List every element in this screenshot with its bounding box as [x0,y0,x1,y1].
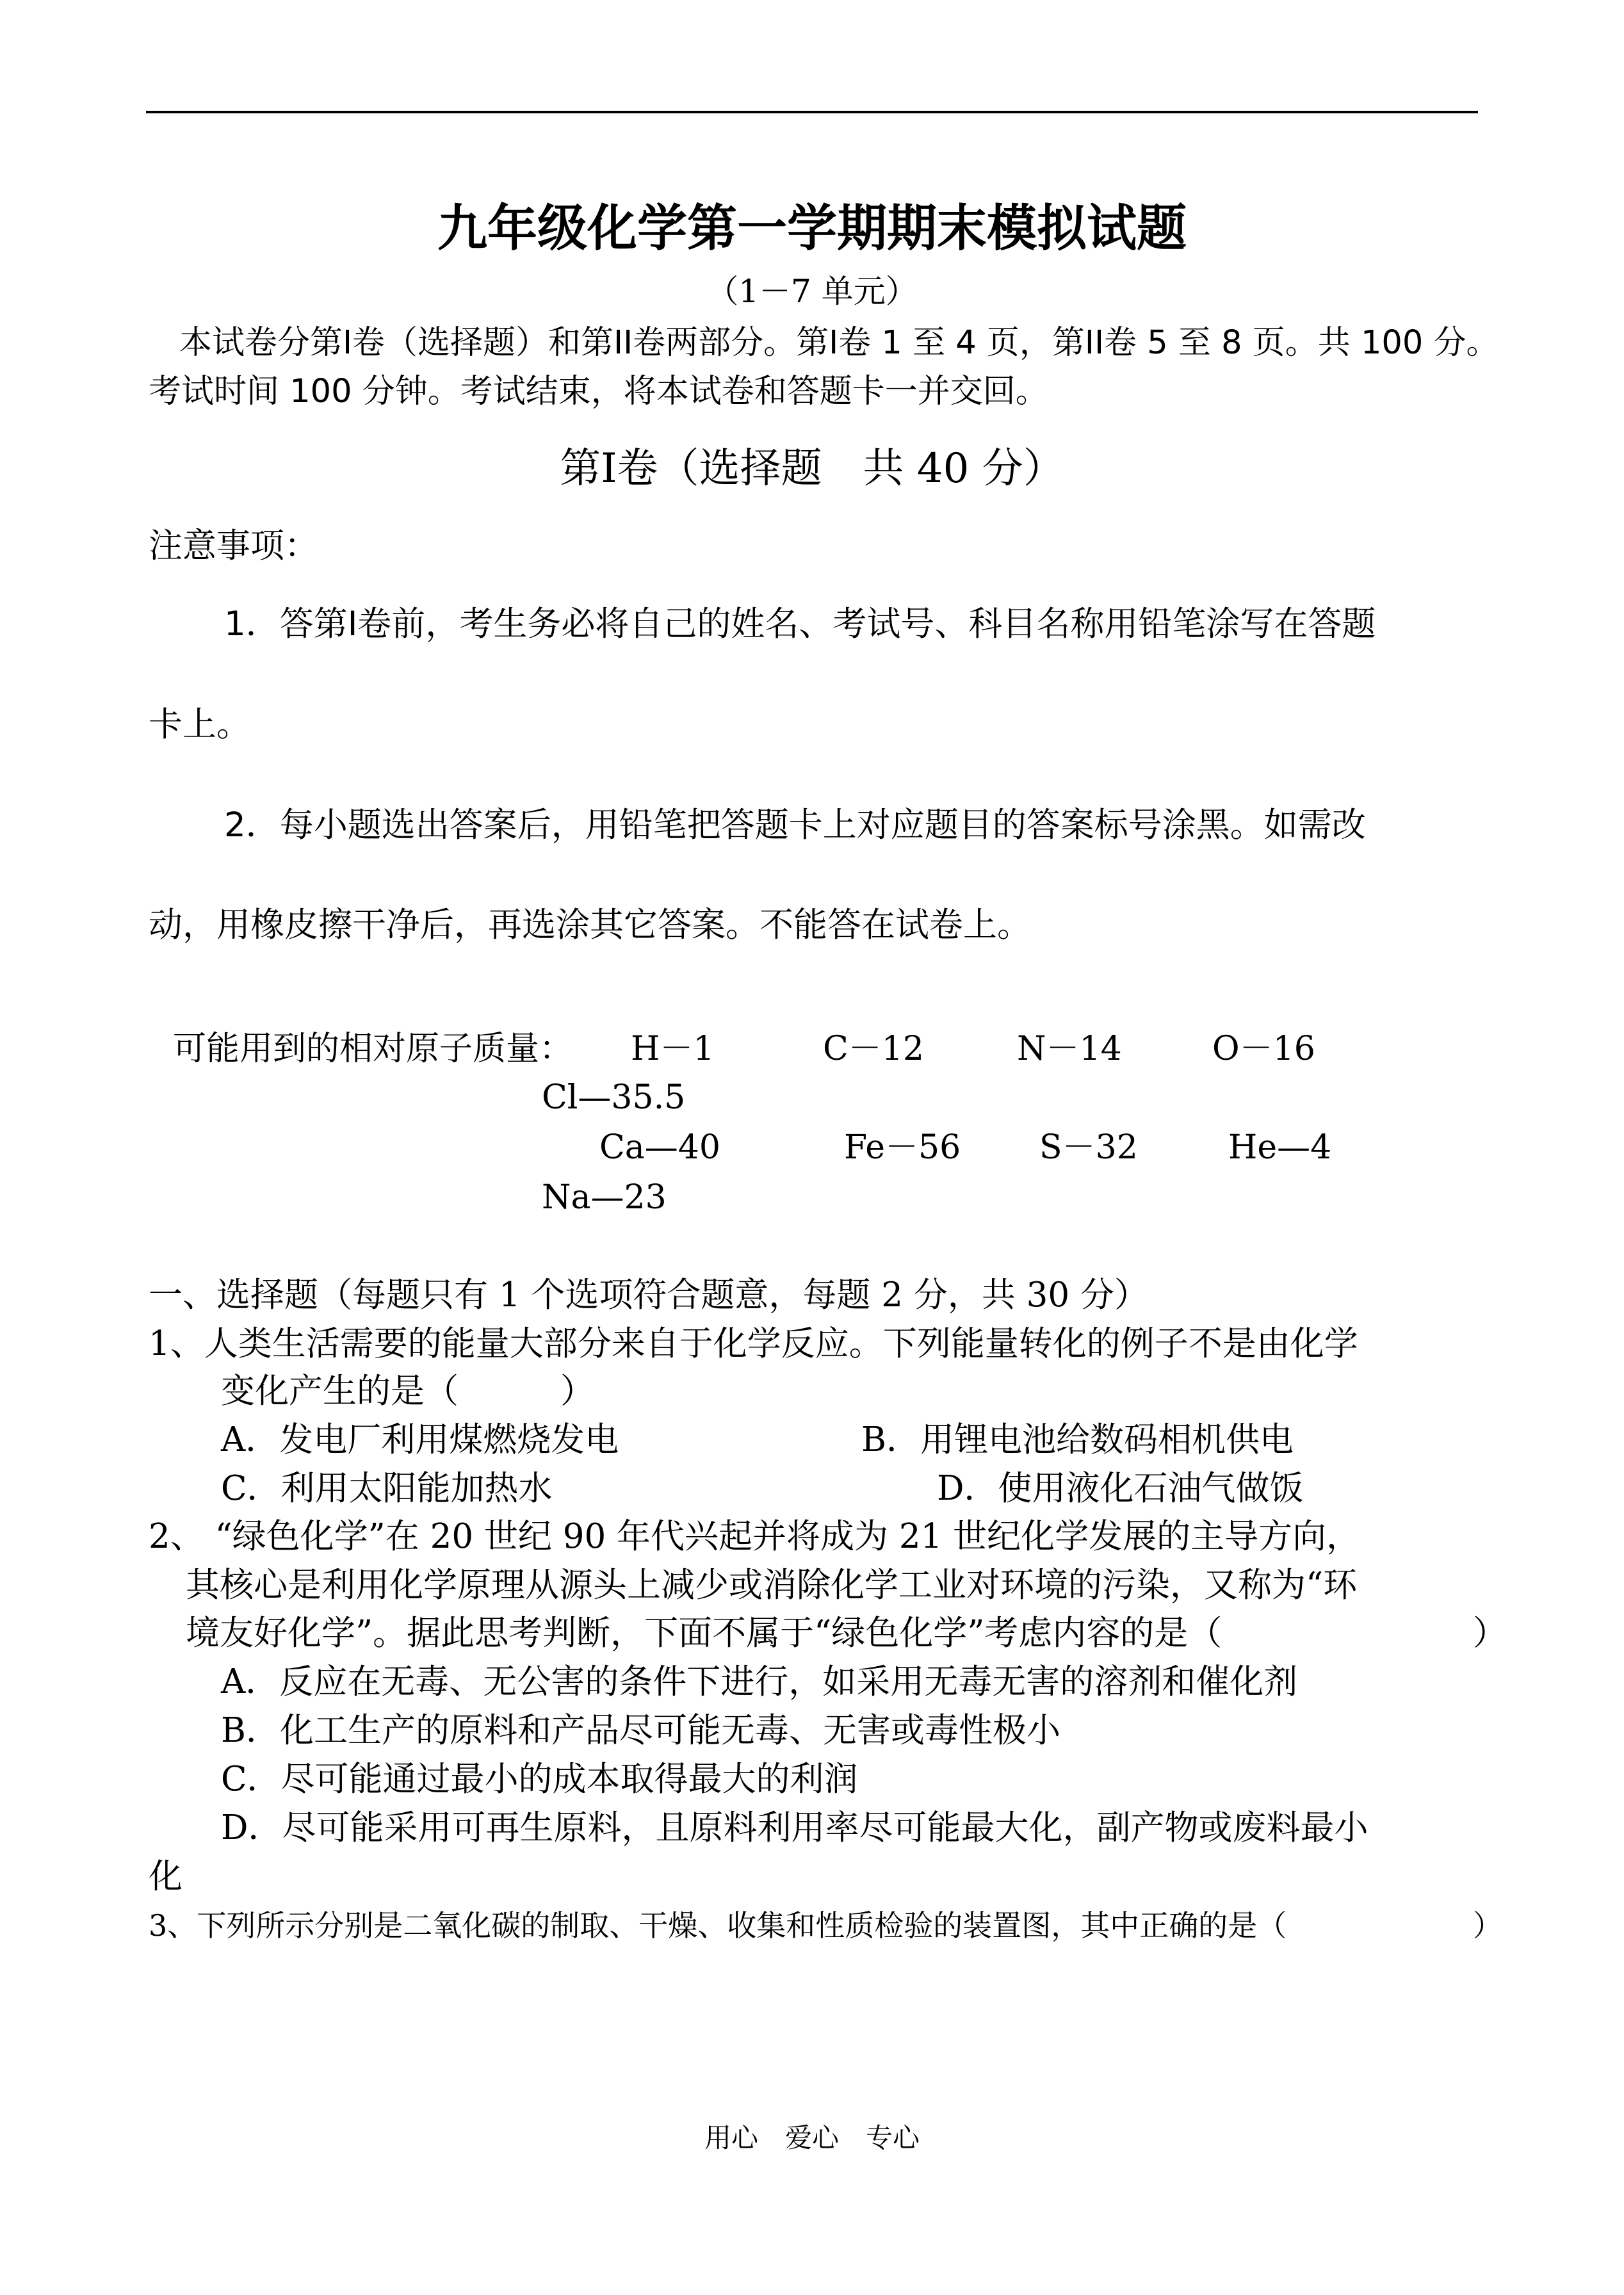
q2-stem-line-1: 2、 “绿色化学”在 20 世纪 90 年代兴起并将成为 21 世纪化学发展的主导方向， [149,1517,1361,1556]
q1-option-c: C．利用太阳能加热水 [221,1469,553,1508]
atomic-mass-Na: Na—23 [542,1178,667,1217]
atomic-mass-Cl: Cl—35.5 [542,1078,686,1117]
exam-title: 九年级化学第一学期期末模拟试题 [437,200,1187,257]
atomic-mass-Fe: Fe－56 [844,1128,961,1167]
notice-item-2-line-2: 动，用橡皮擦干净后，再选涂其它答案。不能答在试卷上。 [149,905,1031,945]
page-footer: 用心 爱心 专心 [704,2122,920,2153]
q2-stem-line-3: 境友好化学”。据此思考判断，下面不属于“绿色化学”考虑内容的是（ [186,1614,1222,1653]
notice-item-2-line-1: 2．每小题选出答案后，用铅笔把答题卡上对应题目的答案标号涂黑。如需改 [224,806,1366,845]
atomic-mass-label: 可能用到的相对原子质量： [173,1030,573,1068]
intro-line-1: 本试卷分第I卷（选择题）和第II卷两部分。第I卷 1 至 4 页，第II卷 5 至 8 页。共 100 分。 [179,324,1499,362]
notice-item-1-line-2: 卡上。 [149,705,250,744]
notice-heading: 注意事项： [149,526,318,565]
q1-stem-line-2: 变化产生的是（ ） [221,1372,594,1411]
q3-stem: 3、下列所示分别是二氧化碳的制取、干燥、收集和性质检验的装置图，其中正确的是（ [149,1908,1287,1943]
part-1-heading: 一、选择题（每题只有 1 个选项符合题意，每题 2 分，共 30 分） [149,1276,1148,1315]
atomic-mass-N: N－14 [1017,1030,1122,1068]
q2-option-b: B．化工生产的原料和产品尽可能无毒、无害或毒性极小 [221,1711,1060,1750]
header-rule [146,111,1478,113]
atomic-mass-C: C－12 [823,1030,924,1068]
exam-subtitle: （1－7 单元） [706,273,918,310]
q2-option-c: C．尽可能通过最小的成本取得最大的利润 [221,1760,858,1799]
intro-line-2: 考试时间 100 分钟。考试结束，将本试卷和答题卡一并交回。 [149,373,1048,410]
q2-option-a: A．反应在无毒、无公害的条件下进行，如采用无毒无害的溶剂和催化剂 [221,1662,1298,1701]
atomic-mass-O: O－16 [1212,1030,1315,1068]
atomic-mass-H: H－1 [631,1030,715,1068]
notice-item-1-line-1: 1．答第I卷前，考生务必将自己的姓名、考试号、科目名称用铅笔涂写在答题 [224,604,1376,644]
q1-option-d: D．使用液化石油气做饭 [937,1469,1304,1508]
q2-answer-paren: ） [1473,1614,1507,1653]
q1-option-b: B．用锂电池给数码相机供电 [861,1420,1294,1459]
q3-answer-paren: ） [1473,1908,1502,1943]
atomic-mass-He: He—4 [1228,1128,1332,1167]
atomic-mass-Ca: Ca—40 [599,1128,720,1167]
q1-option-a: A．发电厂利用煤燃烧发电 [221,1420,619,1459]
q2-option-d-line-2: 化 [149,1857,183,1896]
q2-option-d-line-1: D．尽可能采用可再生原料，且原料利用率尽可能最大化，副产物或废料最小 [221,1808,1368,1847]
q2-stem-line-2: 其核心是利用化学原理从源头上减少或消除化学工业对环境的污染，又称为“环 [186,1566,1358,1605]
q1-stem-line-1: 1、人类生活需要的能量大部分来自于化学反应。下列能量转化的例子不是由化学 [149,1324,1358,1363]
section-1-title: 第I卷（选择题 共 40 分） [560,445,1064,492]
atomic-mass-S: S－32 [1039,1128,1138,1167]
